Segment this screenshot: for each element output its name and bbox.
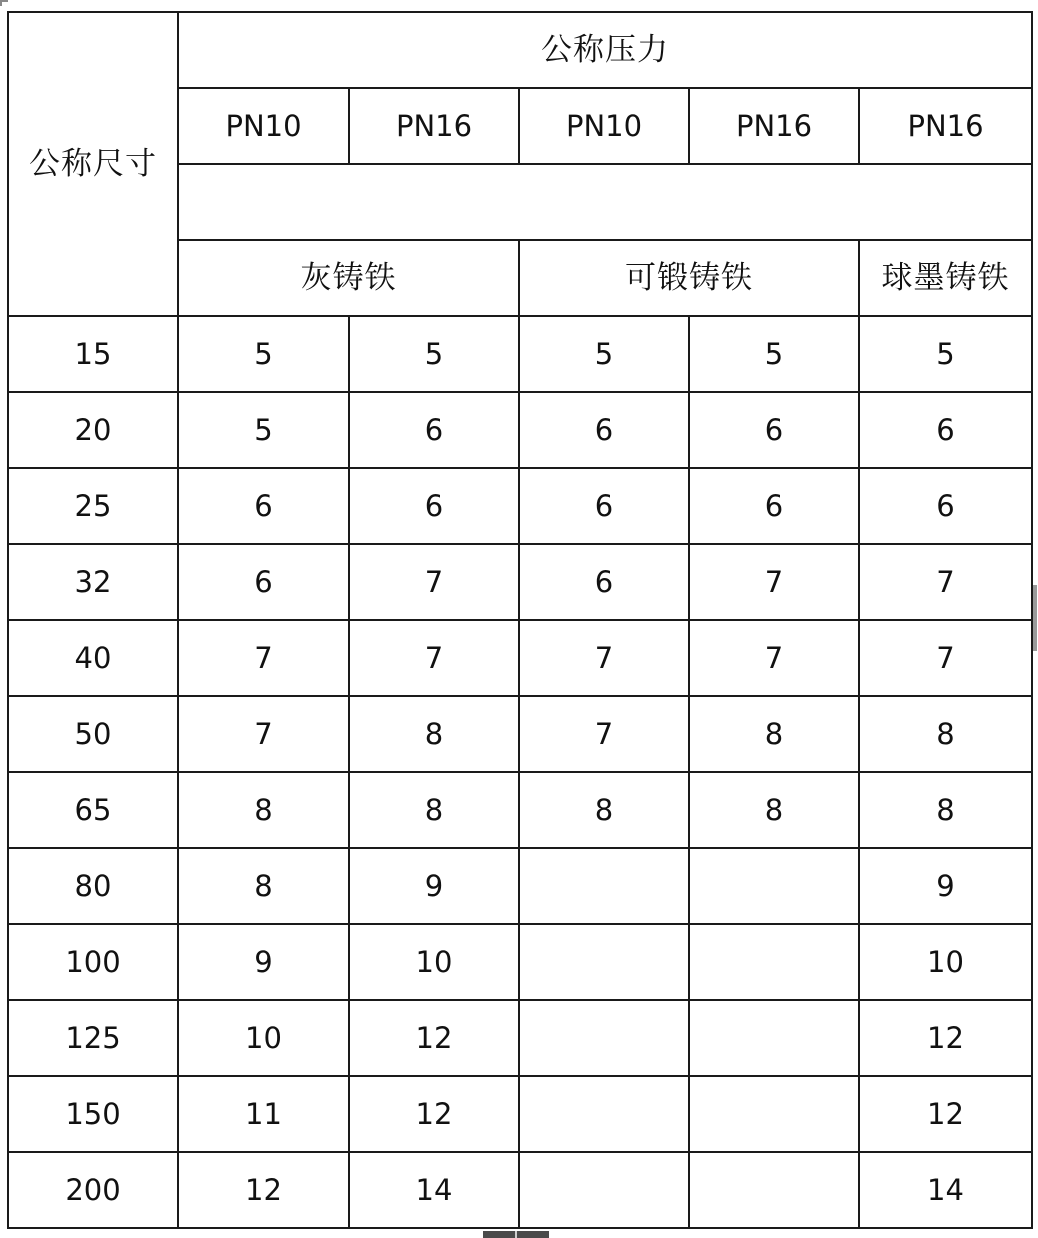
thickness-value-cell [689,848,859,924]
thickness-value-cell [519,848,689,924]
table-row [8,1076,1032,1152]
pressure-class-cell: PN16 [689,88,859,164]
table-row [8,468,1032,544]
thickness-value-cell: 8 [859,696,1032,772]
table-row [8,316,1032,392]
thickness-value-cell: 8 [178,848,349,924]
thickness-value-cell: 12 [349,1076,519,1152]
nominal-size-cell: 100 [8,924,178,1000]
table-row [8,544,1032,620]
thickness-value-cell: 8 [519,772,689,848]
thickness-value-cell: 10 [178,1000,349,1076]
thickness-value-cell: 11 [178,1076,349,1152]
table-row [8,848,1032,924]
material-group-cell: 灰铸铁 [178,240,519,316]
thickness-value-cell: 6 [689,468,859,544]
thickness-value-cell: 8 [349,696,519,772]
nominal-size-cell: 50 [8,696,178,772]
table-row [8,620,1032,696]
thickness-value-cell [689,924,859,1000]
thickness-value-cell: 6 [519,544,689,620]
thickness-value-cell: 6 [859,392,1032,468]
thickness-value-cell: 10 [859,924,1032,1000]
thickness-value-cell: 12 [859,1076,1032,1152]
pressure-class-cell: PN16 [859,88,1032,164]
table-row [8,1000,1032,1076]
thickness-value-cell [519,1152,689,1228]
nominal-size-cell: 15 [8,316,178,392]
thickness-value-cell [689,1076,859,1152]
table-row [8,924,1032,1000]
nominal-size-cell: 40 [8,620,178,696]
thickness-value-cell: 5 [859,316,1032,392]
thickness-value-cell: 7 [689,620,859,696]
nominal-size-cell: 80 [8,848,178,924]
nominal-size-cell: 200 [8,1152,178,1228]
material-group-cell: 球墨铸铁 [859,240,1032,316]
resize-tab[interactable] [483,1231,549,1238]
scroll-handle[interactable] [1033,585,1037,651]
thickness-value-cell: 14 [859,1152,1032,1228]
table-row [8,772,1032,848]
thickness-value-cell: 7 [178,696,349,772]
thickness-value-cell: 10 [349,924,519,1000]
thickness-value-cell: 8 [689,772,859,848]
thickness-value-cell: 7 [859,620,1032,696]
pressure-class-cell: PN16 [349,88,519,164]
table-row [8,392,1032,468]
thickness-value-cell: 5 [519,316,689,392]
thickness-value-cell: 6 [689,392,859,468]
nominal-size-cell: 65 [8,772,178,848]
thickness-value-cell: 6 [178,468,349,544]
thickness-value-cell: 12 [349,1000,519,1076]
thickness-value-cell: 5 [349,316,519,392]
thickness-value-cell: 7 [519,696,689,772]
thickness-value-cell: 6 [178,544,349,620]
thickness-value-cell: 8 [178,772,349,848]
thickness-value-cell: 8 [349,772,519,848]
thickness-value-cell: 14 [349,1152,519,1228]
nominal-size-cell: 125 [8,1000,178,1076]
nominal-size-cell: 32 [8,544,178,620]
nominal-size-header: 公称尺寸 [8,12,178,316]
thickness-value-cell: 5 [689,316,859,392]
table-row [8,1152,1032,1228]
thickness-value-cell [689,1000,859,1076]
thickness-value-cell: 8 [859,772,1032,848]
thickness-value-cell: 6 [519,392,689,468]
thickness-value-cell [519,924,689,1000]
pressure-class-cell: PN10 [178,88,349,164]
thickness-value-cell: 7 [689,544,859,620]
thickness-value-cell: 7 [349,620,519,696]
blank-header-cell [178,164,1032,240]
table-body [8,12,1032,1228]
wall-thickness-table [7,11,1033,1229]
thickness-value-cell [519,1076,689,1152]
thickness-value-cell: 12 [859,1000,1032,1076]
thickness-value-cell: 9 [178,924,349,1000]
header-row-pressure [8,12,1032,88]
nominal-pressure-header: 公称压力 [178,12,1032,88]
thickness-value-cell: 6 [349,392,519,468]
thickness-value-cell: 5 [178,392,349,468]
table-row [8,696,1032,772]
document-corner-mark [0,0,8,6]
material-group-cell: 可锻铸铁 [519,240,859,316]
thickness-value-cell: 6 [519,468,689,544]
thickness-value-cell: 7 [178,620,349,696]
thickness-value-cell: 5 [178,316,349,392]
thickness-value-cell [519,1000,689,1076]
thickness-value-cell: 12 [178,1152,349,1228]
thickness-value-cell: 7 [349,544,519,620]
thickness-value-cell: 7 [859,544,1032,620]
pressure-class-cell: PN10 [519,88,689,164]
nominal-size-cell: 150 [8,1076,178,1152]
thickness-value-cell: 8 [689,696,859,772]
nominal-size-cell: 20 [8,392,178,468]
thickness-value-cell: 7 [519,620,689,696]
thickness-value-cell: 9 [349,848,519,924]
nominal-size-cell: 25 [8,468,178,544]
thickness-value-cell: 9 [859,848,1032,924]
thickness-value-cell: 6 [349,468,519,544]
thickness-value-cell: 6 [859,468,1032,544]
thickness-value-cell [689,1152,859,1228]
